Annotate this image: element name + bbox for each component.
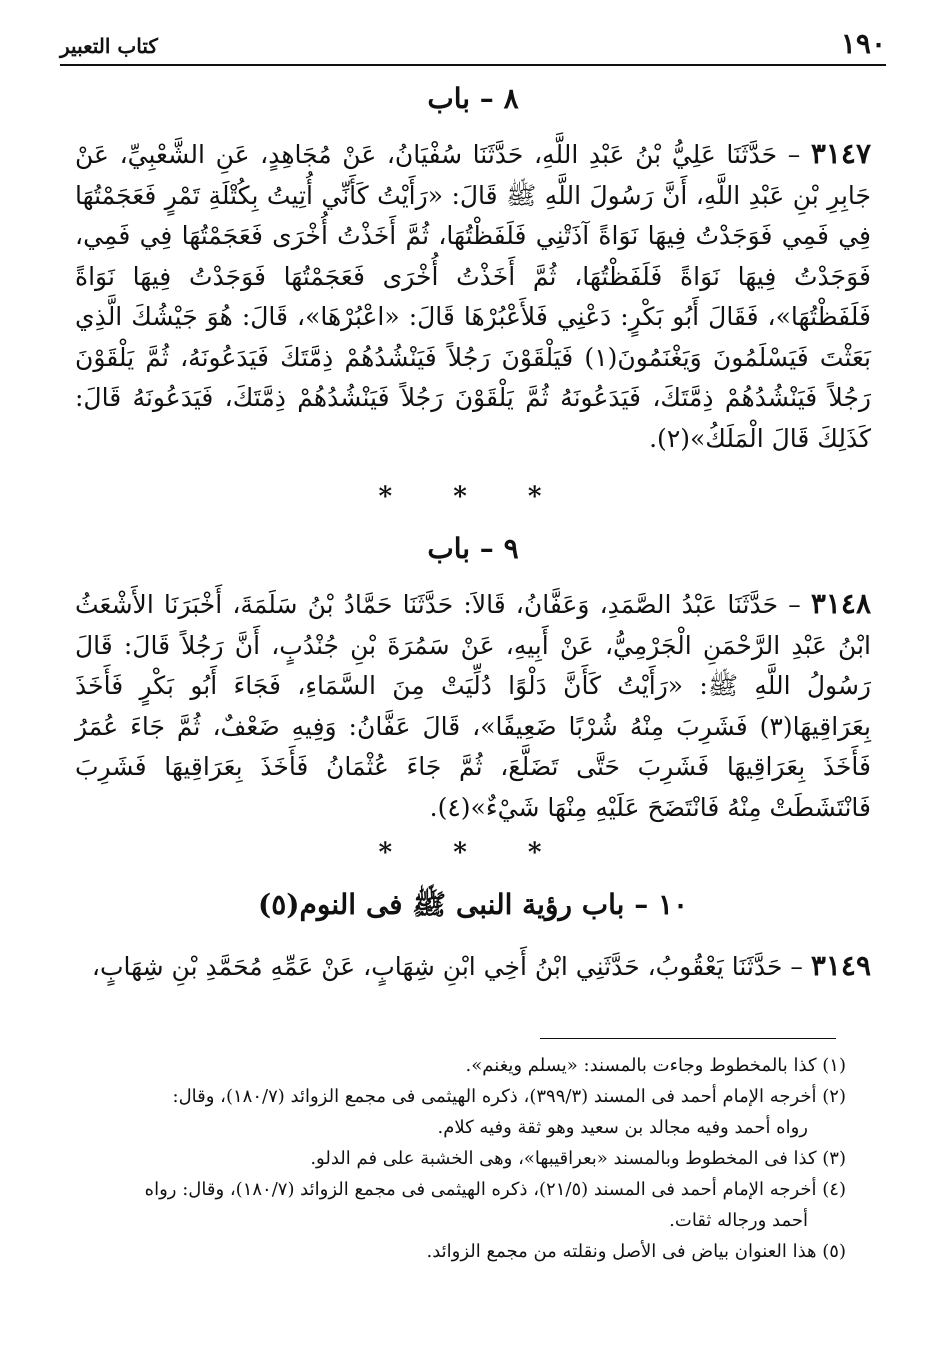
hadith-number: ٣١٤٩ <box>810 949 871 982</box>
footnote-2-line-1: (٢) أخرجه الإمام أحمد فى المسند (٣٩٩/٣)، ذكره الهيثمى فى مجمع الزوائد (١٨٠/٧)، وقال: <box>172 1086 846 1107</box>
hadith-text: – حَدَّثَنَا عَلِيُّ بْنُ عَبْدِ اللَّهِ، حَدَّثَنَا سُفْيَانُ، عَنْ مُجَاهِدٍ، عَنِ الشَّعْبِيِّ، عَنْ جَابِرِ بْنِ عَبْدِ اللَّهِ، أَنَّ رَسُولَ اللَّهِ ﷺ قَالَ: «رَأَيْتُ كَأَنِّي أُتِيتُ بِكُتْلَةِ تَمْرٍ فَعَجَمْتُهَا فِي فَمِي فَوَجَدْتُ فِيهَا نَوَاةً آذَتْنِي فَلَفَظْتُهَا، ثُمَّ أَخَذْتُ أُخْرَى فَعَجَمْتُهَا فِي فَمِي، فَوَجَدْتُ فِيهَا نَوَاةً فَلَفَظْتُهَا، ثُمَّ أَخَذْتُ أُخْرَى فَعَجَمْتُهَا فَوَجَدْتُ فِيهَا نَوَاةً فَلَفَظْتُهَا»، فَقَالَ أَبُو بَكْرٍ: دَعْنِي فَلأَعْبُرْهَا قَالَ: «اعْبُرْهَا»، قَالَ: هُوَ جَيْشُكَ الَّذِي بَعَثْتَ فَيَسْلَمُونَ وَيَغْنَمُونَ(١) فَيَلْقَوْنَ رَجُلاً فَيَنْشُدُهُمْ ذِمَّتَكَ فَيَدَعُونَهُ، ثُمَّ يَلْقَوْنَ رَجُلاً فَيَنْشُدُهُمْ ذِمَّتَكَ، فَيَدَعُونَهُ ثُمَّ يَلْقَوْنَ رَجُلاً فَيَنْشُدُهُمْ ذِمَّتَكَ، فَيَدَعُونَهُ قَالَ: كَذَلِكَ قَالَ الْمَلَكُ»(٢). <box>75 140 872 453</box>
hadith-number: ٣١٤٧ <box>810 137 871 170</box>
footnote-3: (٣) كذا فى المخطوط وبالمسند «بعراقيبها»، وهى الخشبة على فم الدلو. <box>310 1148 846 1169</box>
footnote-5: (٥) هذا العنوان بياض فى الأصل ونقلته من مجمع الزوائد. <box>426 1241 846 1262</box>
footnote-2-line-2: رواه أحمد وفيه مجالد بن سعيد وهو ثقة وفيه كلام. <box>437 1117 808 1138</box>
footnote-2 <box>75 1081 846 1143</box>
hadith-number: ٣١٤٨ <box>810 587 871 620</box>
footnote-1: (١) كذا بالمخطوط وجاءت بالمسند: «يسلم ويغنم». <box>465 1055 846 1076</box>
running-title: كتاب التعبير <box>60 34 158 58</box>
footnote-4-line-2: أحمد ورجاله ثقات. <box>669 1210 808 1231</box>
footnote-4 <box>75 1174 846 1236</box>
chapter-heading-10: ١٠ – باب رؤية النبى ﷺ فى النوم(٥) <box>257 888 689 921</box>
footnotes <box>75 1050 846 1267</box>
chapter-heading-9: ٩ – باب <box>427 532 519 565</box>
page-header <box>60 28 886 66</box>
hadith-3148 <box>75 584 871 828</box>
hadith-3149 <box>75 946 871 988</box>
hadith-3147 <box>75 134 871 459</box>
footnote-4-line-1: (٤) أخرجه الإمام أحمد فى المسند (٢١/٥)، ذكره الهيثمى فى مجمع الزوائد (١٨٠/٧)، وقال: رواه <box>144 1179 846 1200</box>
footnote-divider <box>540 1038 836 1039</box>
section-separator: * * * <box>378 482 568 512</box>
chapter-heading-8: ٨ – باب <box>427 82 519 115</box>
hadith-text: – حَدَّثَنَا عَبْدُ الصَّمَدِ، وَعَفَّانُ، قَالاَ: حَدَّثَنَا حَمَّادُ بْنُ سَلَمَةَ، أَخْبَرَنَا الأَشْعَثُ ابْنُ عَبْدِ الرَّحْمَنِ الْجَرْمِيُّ، عَنْ أَبِيهِ، عَنْ سَمُرَةَ بْنِ جُنْدُبٍ، أَنَّ رَجُلاً قَالَ: قَالَ رَسُولُ اللَّهِ ﷺ: «رَأَيْتُ كَأَنَّ دَلْوًا دُلِّيَتْ مِنَ السَّمَاءِ، فَجَاءَ أَبُو بَكْرٍ فَأَخَذَ بِعَرَاقِيهَا(٣) فَشَرِبَ مِنْهُ شُرْبًا ضَعِيفًا»، قَالَ عَفَّانُ: وَفِيهِ ضَعْفٌ، ثُمَّ جَاءَ عُمَرُ فَأَخَذَ بِعَرَاقِيهَا فَشَرِبَ حَتَّى تَضَلَّعَ، ثُمَّ جَاءَ عُثْمَانُ فَأَخَذَ بِعَرَاقِيهَا فَشَرِبَ فَانْتَشَطَتْ مِنْهُ فَانْتَضَحَ عَلَيْهِ مِنْهَا شَيْءٌ»(٤). <box>75 590 871 822</box>
page-number: ١٩٠ <box>840 27 886 60</box>
hadith-text: – حَدَّثَنَا يَعْقُوبُ، حَدَّثَنِي ابْنُ أَخِي ابْنِ شِهَابٍ، عَنْ عَمِّهِ مُحَمَّدِ بْنِ شِهَابٍ، <box>91 952 803 981</box>
section-separator: * * * <box>378 838 568 868</box>
